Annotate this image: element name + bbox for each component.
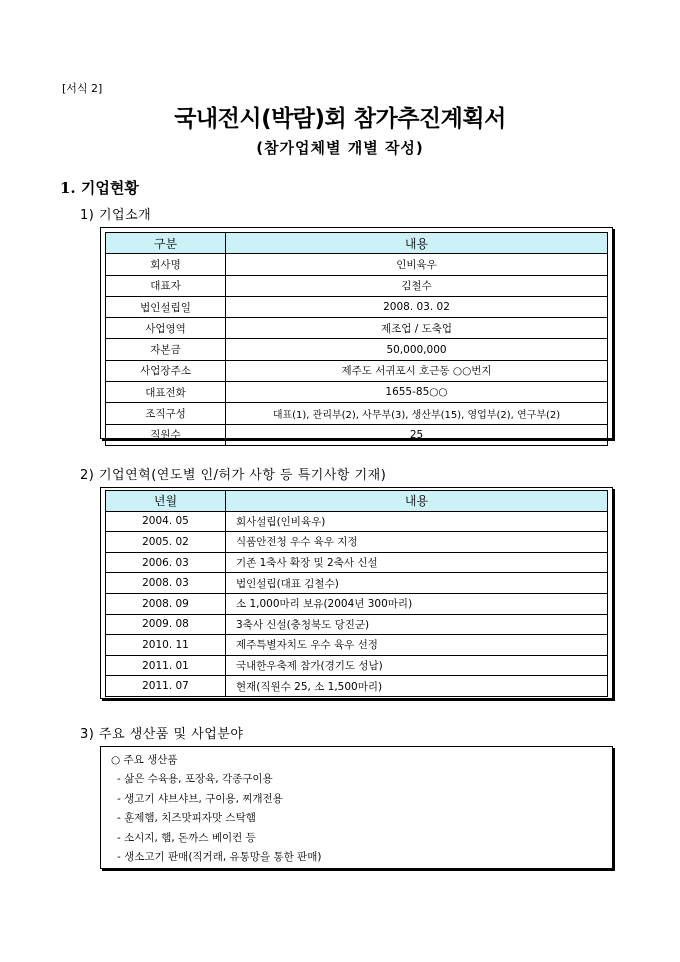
row-label: 자본금 bbox=[106, 339, 226, 360]
row-event: 기존 1축사 확장 및 2축사 신설 bbox=[226, 552, 608, 573]
table-row bbox=[106, 676, 608, 697]
row-value: 김철수 bbox=[226, 275, 608, 296]
table-row bbox=[106, 655, 608, 676]
header-category: 구분 bbox=[106, 233, 226, 254]
row-value: 제조업 / 도축업 bbox=[226, 318, 608, 339]
row-date: 2004. 05 bbox=[106, 511, 226, 532]
list-item: - 훈제햄, 치즈맛피자맛 스탁햄 bbox=[117, 812, 256, 825]
row-event: 법인설립(대표 김철수) bbox=[226, 573, 608, 594]
table-row bbox=[106, 403, 608, 424]
row-label: 사업장주소 bbox=[106, 360, 226, 381]
row-value: 50,000,000 bbox=[226, 339, 608, 360]
company-intro-table bbox=[105, 232, 608, 446]
table-row bbox=[106, 532, 608, 553]
row-date: 2011. 01 bbox=[106, 655, 226, 676]
row-value: 1655-85○○ bbox=[226, 382, 608, 403]
history-table bbox=[105, 490, 608, 697]
table-row bbox=[106, 318, 608, 339]
table-header-row bbox=[106, 491, 608, 512]
row-date: 2006. 03 bbox=[106, 552, 226, 573]
table-row bbox=[106, 382, 608, 403]
table-row bbox=[106, 614, 608, 635]
row-event: 3축사 신설(충청북도 당진군) bbox=[226, 614, 608, 635]
list-item: - 삶은 수육용, 포장육, 각종구이용 bbox=[117, 773, 273, 786]
row-value: 제주도 서귀포시 호근동 ○○번지 bbox=[226, 360, 608, 381]
row-label: 대표전화 bbox=[106, 382, 226, 403]
header-year-month: 년월 bbox=[106, 491, 226, 512]
row-label: 직원수 bbox=[106, 424, 226, 445]
row-date: 2008. 03 bbox=[106, 573, 226, 594]
row-event: 제주특별자치도 우수 육우 선정 bbox=[226, 635, 608, 656]
table-row bbox=[106, 635, 608, 656]
page-title: 국내전시(박람)회 참가추진계획서 bbox=[174, 106, 506, 132]
header-content: 내용 bbox=[226, 491, 608, 512]
row-value: 2008. 03. 02 bbox=[226, 296, 608, 317]
row-label: 회사명 bbox=[106, 254, 226, 275]
subsection-heading-products: 3) 주요 생산품 및 사업분야 bbox=[80, 727, 244, 742]
row-date: 2010. 11 bbox=[106, 635, 226, 656]
table-row bbox=[106, 360, 608, 381]
table-row bbox=[106, 573, 608, 594]
row-event: 국내한우축제 참가(경기도 성남) bbox=[226, 655, 608, 676]
list-item: - 소시지, 햄, 돈까스 베이컨 등 bbox=[117, 831, 256, 844]
table-row bbox=[106, 296, 608, 317]
row-label: 법인설립일 bbox=[106, 296, 226, 317]
list-item: - 생소고기 판매(직거래, 유통망을 통한 판매) bbox=[117, 850, 322, 863]
subsection-heading-history: 2) 기업연혁(연도별 인/허가 사항 등 특기사항 기재) bbox=[80, 468, 387, 483]
row-value: 25 bbox=[226, 424, 608, 445]
row-date: 2009. 08 bbox=[106, 614, 226, 635]
row-event: 식품안전청 우수 육우 지정 bbox=[226, 532, 608, 553]
section-heading-company-status: 1. 기업현황 bbox=[60, 179, 139, 197]
page-subtitle: (참가업체별 개별 작성) bbox=[256, 139, 424, 157]
table-row bbox=[106, 424, 608, 445]
row-value: 인비육우 bbox=[226, 254, 608, 275]
table-row bbox=[106, 552, 608, 573]
history-box bbox=[100, 487, 613, 699]
header-content: 내용 bbox=[226, 233, 608, 254]
table-row bbox=[106, 254, 608, 275]
table-header-row bbox=[106, 233, 608, 254]
row-label: 사업영역 bbox=[106, 318, 226, 339]
list-heading: ○ 주요 생산품 bbox=[111, 754, 178, 766]
company-intro-box bbox=[100, 227, 613, 442]
subsection-heading-company-intro: 1) 기업소개 bbox=[80, 208, 152, 223]
row-date: 2008. 09 bbox=[106, 593, 226, 614]
form-number: [서식 2] bbox=[62, 82, 103, 95]
row-event: 현재(직원수 25, 소 1,500마리) bbox=[226, 676, 608, 697]
row-value: 대표(1), 관리부(2), 사무부(3), 생산부(15), 영업부(2), 연구부(2) bbox=[226, 403, 608, 424]
row-event: 회사설립(인비육우) bbox=[226, 511, 608, 532]
row-label: 조직구성 bbox=[106, 403, 226, 424]
row-label: 대표자 bbox=[106, 275, 226, 296]
products-box bbox=[100, 746, 613, 869]
list-item: - 생고기 샤브샤브, 구이용, 찌개전용 bbox=[117, 792, 283, 805]
products-list bbox=[101, 747, 612, 867]
row-date: 2011. 07 bbox=[106, 676, 226, 697]
table-row bbox=[106, 511, 608, 532]
table-row bbox=[106, 593, 608, 614]
table-row bbox=[106, 339, 608, 360]
table-row bbox=[106, 275, 608, 296]
row-date: 2005. 02 bbox=[106, 532, 226, 553]
row-event: 소 1,000마리 보유(2004년 300마리) bbox=[226, 593, 608, 614]
